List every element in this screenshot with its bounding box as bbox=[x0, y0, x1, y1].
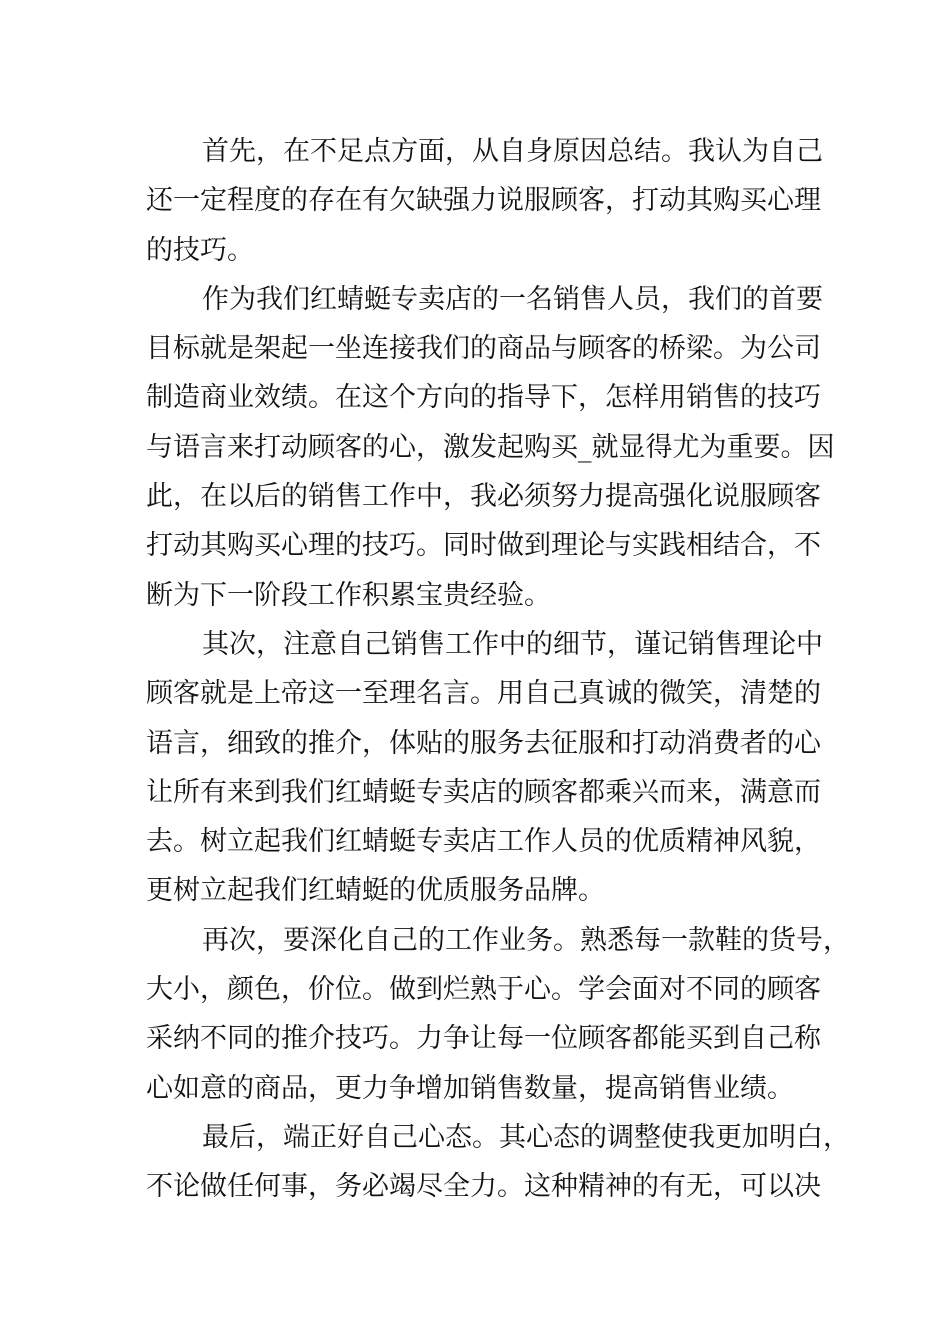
paragraph-line: 打动其购买心理的技巧。同时做到理论与实践相结合，不 bbox=[146, 530, 821, 562]
paragraph-3 bbox=[146, 620, 823, 916]
paragraph-line: 断为下一阶段工作积累宝贵经验。 bbox=[146, 579, 551, 611]
paragraph-line: 大小，颜色，价位。做到烂熟于心。学会面对不同的顾客 bbox=[146, 974, 821, 1006]
paragraph-line: 作为我们红蜻蜓专卖店的一名销售人员，我们的首要 bbox=[202, 283, 823, 315]
paragraph-line: 还一定程度的存在有欠缺强力说服顾客，打动其购买心理 bbox=[146, 185, 821, 217]
paragraph-line: 首先，在不足点方面，从自身原因总结。我认为自己 bbox=[202, 136, 823, 167]
paragraph-line: 更树立起我们红蜻蜓的优质服务品牌。 bbox=[146, 875, 605, 907]
paragraph-line: 制造商业效绩。在这个方向的指导下，怎样用销售的技巧 bbox=[146, 382, 821, 414]
paragraph-line: 不论做任何事，务必竭尽全力。这种精神的有无，可以决 bbox=[146, 1171, 821, 1203]
paragraph-line: 心如意的商品，更力争增加销售数量，提高销售业绩。 bbox=[146, 1072, 794, 1104]
paragraph-line: 顾客就是上帝这一至理名言。用自己真诚的微笑，清楚的 bbox=[146, 678, 821, 710]
paragraph-line: 采纳不同的推介技巧。力争让每一位顾客都能买到自己称 bbox=[146, 1023, 821, 1055]
paragraph-2 bbox=[146, 275, 835, 620]
paragraph-line: 与语言来打动顾客的心，激发起购买_就显得尤为重要。因 bbox=[146, 431, 835, 463]
paragraph-line: 让所有来到我们红蜻蜓专卖店的顾客都乘兴而来，满意而 bbox=[146, 776, 821, 808]
paragraph-line: 最后，端正好自己心态。其心态的调整使我更加明白， bbox=[202, 1121, 850, 1153]
paragraph-line: 目标就是架起一坐连接我们的商品与顾客的桥梁。为公司 bbox=[146, 333, 821, 365]
paragraph-line: 此，在以后的销售工作中，我必须努力提高强化说服顾客 bbox=[146, 481, 821, 513]
paragraph-4 bbox=[146, 916, 850, 1113]
paragraph-line: 去。树立起我们红蜻蜓专卖店工作人员的优质精神风貌， bbox=[146, 826, 821, 858]
document-body bbox=[146, 127, 850, 1212]
paragraph-line: 其次，注意自己销售工作中的细节，谨记销售理论中 bbox=[202, 628, 823, 660]
paragraph-1 bbox=[146, 127, 823, 275]
paragraph-line: 的技巧。 bbox=[146, 234, 254, 266]
paragraph-line: 再次，要深化自己的工作业务。熟悉每一款鞋的货号， bbox=[202, 924, 850, 956]
paragraph-5 bbox=[146, 1113, 850, 1212]
paragraph-line: 语言，细致的推介，体贴的服务去征服和打动消费者的心 bbox=[146, 727, 821, 759]
